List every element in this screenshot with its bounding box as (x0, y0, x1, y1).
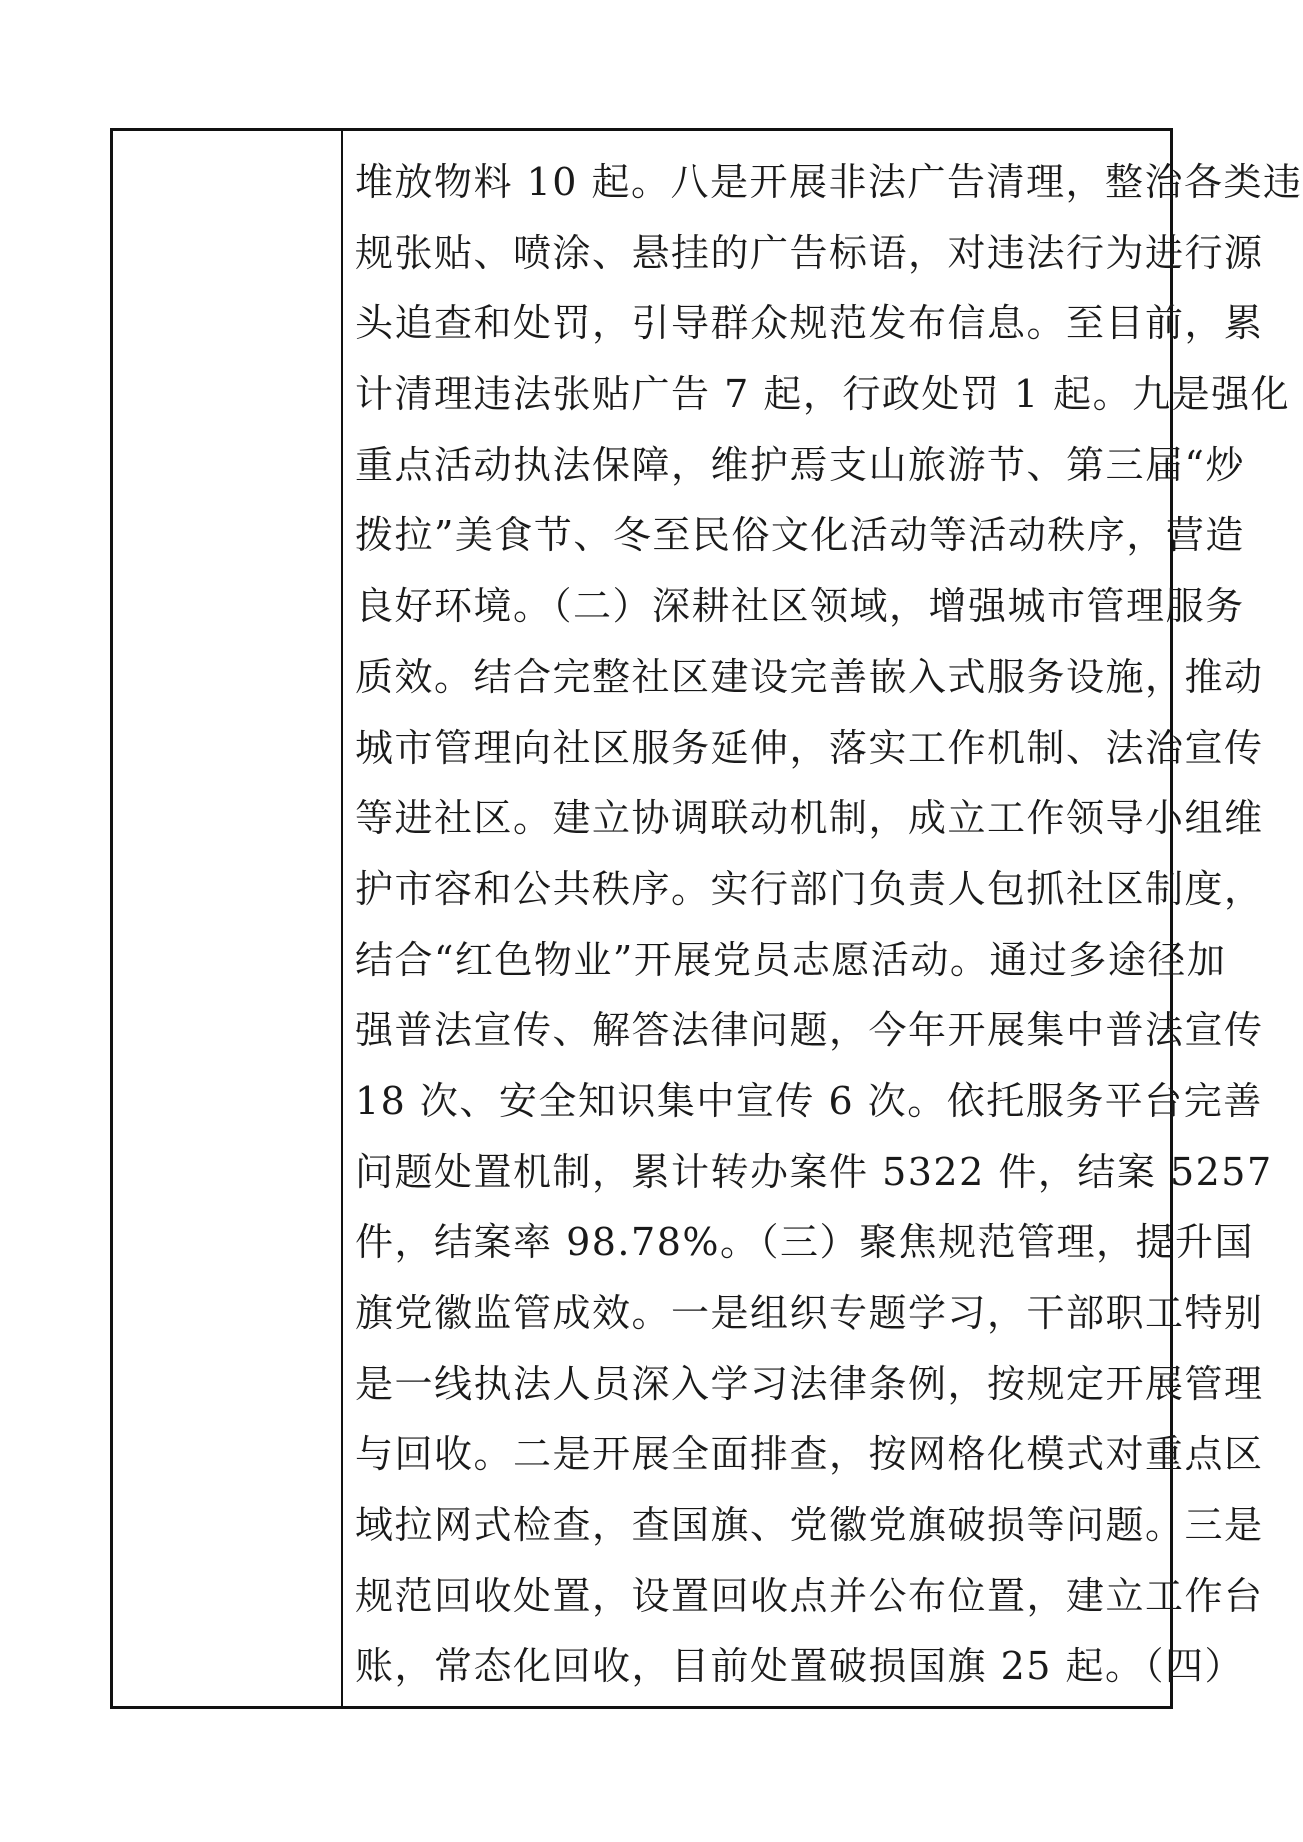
text-line: 计清理违法张贴广告 7 起，行政处罚 1 起。九是强化 (355, 372, 1291, 417)
text-line: 城市管理向社区服务延伸，落实工作机制、法治宣传 (355, 725, 1264, 770)
column-divider (341, 131, 343, 1706)
text-line: 良好环境。（二）深耕社区领域，增强城市管理服务 (355, 584, 1245, 629)
text-line: 问题处置机制，累计转办案件 5322 件，结案 5257 (355, 1149, 1273, 1194)
text-line: 等进社区。建立协调联动机制，成立工作领导小组维 (355, 796, 1264, 841)
text-line: 是一线执法人员深入学习法律条例，按规定开展管理 (355, 1361, 1264, 1406)
text-line: 强普法宣传、解答法律问题，今年开展集中普法宣传 (355, 1008, 1264, 1053)
text-line: 件，结案率 98.78%。（三）聚焦规范管理，提升国 (355, 1220, 1254, 1265)
text-line: 拨拉”美食节、冬至民俗文化活动等活动秩序，营造 (355, 513, 1245, 558)
table-label-cell (113, 131, 341, 1706)
table-content-cell (355, 147, 1303, 1702)
text-line: 结合“红色物业”开展党员志愿活动。通过多途径加 (355, 937, 1227, 982)
text-line: 规范回收处置，设置回收点并公布位置，建立工作台 (355, 1573, 1264, 1618)
text-line: 质效。结合完整社区建设完善嵌入式服务设施，推动 (355, 654, 1264, 699)
text-line: 头追查和处罚，引导群众规范发布信息。至目前，累 (355, 301, 1264, 346)
text-line: 规张贴、喷涂、悬挂的广告标语，对违法行为进行源 (355, 230, 1264, 275)
text-line: 重点活动执法保障，维护焉支山旅游节、第三届“炒 (355, 442, 1245, 487)
text-line: 护市容和公共秩序。实行部门负责人包抓社区制度， (355, 866, 1264, 911)
text-line: 与回收。二是开展全面排查，按网格化模式对重点区 (355, 1432, 1264, 1477)
text-line: 18 次、安全知识集中宣传 6 次。依托服务平台完善 (355, 1078, 1263, 1123)
text-line: 账，常态化回收，目前处置破损国旗 25 起。（四） (355, 1644, 1245, 1689)
report-table (110, 128, 1303, 1709)
text-line: 堆放物料 10 起。八是开展非法广告清理，整治各类违 (355, 160, 1303, 204)
text-line: 旗党徽监管成效。一是组织专题学习，干部职工特别 (355, 1291, 1264, 1335)
text-line: 域拉网式检查，查国旗、党徽党旗破损等问题。三是 (355, 1503, 1264, 1548)
